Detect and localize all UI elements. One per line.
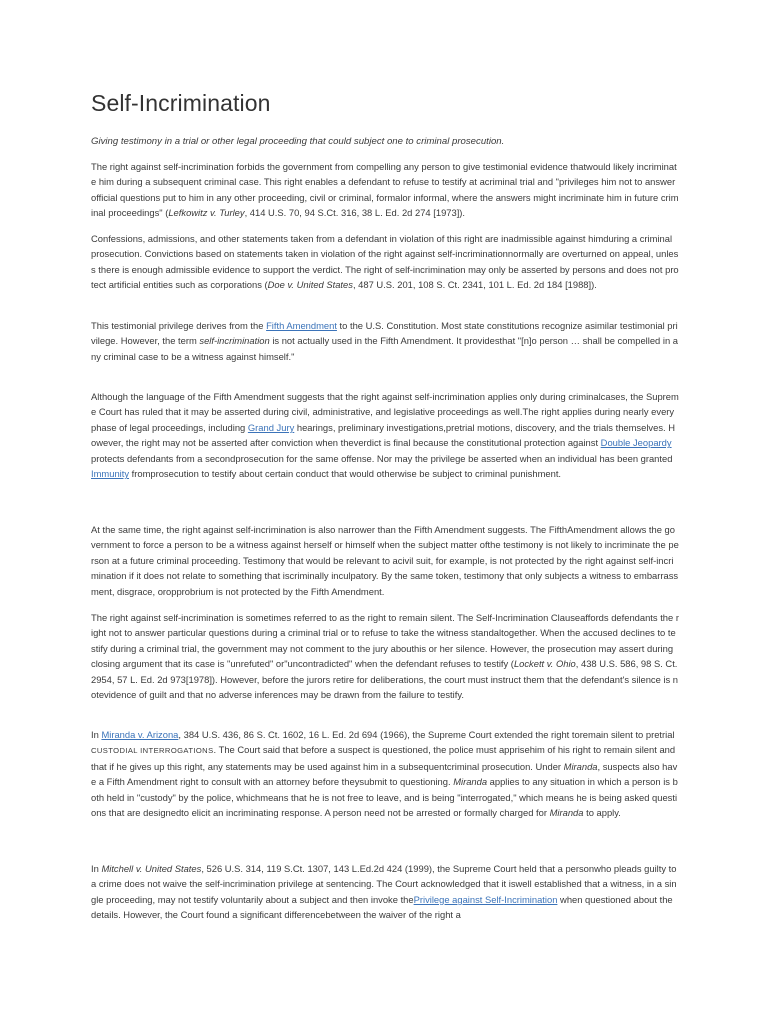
paragraph-text: to the U.S. Constitution. Most state constitutions recognize asimilar testimonial privilege. However, the term: [91, 320, 678, 347]
paragraph-3: [91, 318, 679, 364]
link-immunity[interactable]: Immunity: [91, 468, 130, 480]
link-privilege-against-self-incrimination[interactable]: Privilege against Self-Incrimination: [413, 893, 558, 905]
paragraph-text: hearings, preliminary investigations,pretrial motions, discovery, and the trials themselves. However, the right may not be asserted after conviction when theverdict is final because the constitutional protection against: [91, 421, 675, 449]
paragraph-text: At the same time, the right against self-incrimination is also narrower than the Fifth Amendment suggests. The FifthAmendment allows the government to force a person to be a witness against herself or himself when the subject matter ofthe testimony is not likely to incriminate the person at a future criminal proceeding. Testimony that would be relevant to acivil suit, for example, is not protected by the right against self-incrimination if it does not relate to something that iscriminally inculpatory. By the same token, testimony that only subjects a witness to embarrassment, disgrace, oropprobrium is not protected by the Fifth Amendment.: [91, 524, 679, 597]
term: self-incrimination: [199, 335, 270, 347]
paragraph-text: fromprosecution to testify about certain conduct that would otherwise be subject to criminal punishment.: [129, 468, 562, 480]
paragraph-4: [91, 389, 679, 481]
term: Miranda: [549, 807, 584, 819]
custodial-interrogations-term: CUSTODIAL INTERROGATIONS: [91, 746, 214, 756]
paragraph-8: [91, 861, 679, 923]
paragraph-text: In: [91, 863, 102, 874]
paragraph-5: [91, 522, 679, 599]
paragraph-7: [91, 727, 679, 820]
paragraph-text: , 384 U.S. 436, 86 S. Ct. 1602, 16 L. Ed. 2d 694 (1966), the Supreme Court extended the right toremain silent to pretrial: [178, 729, 675, 740]
term: Miranda: [563, 760, 598, 772]
link-grand-jury[interactable]: Grand Jury: [247, 421, 295, 433]
paragraph-text: The right against self-incrimination forbids the government from compelling any person to give testimonial evidence thatwould likely incriminate him during a subsequent criminal case. This right enables a defendant to refuse to testify at acriminal trial and "privileges him not to answer official questions put to him in any other proceeding, civil or criminal, formalor informal, where the answers might incriminate him in future criminal proceedings" (: [91, 161, 679, 219]
paragraph-1: [91, 159, 679, 221]
paragraph-text: , 487 U.S. 201, 108 S. Ct. 2341, 101 L. Ed. 2d 184 [1988]).: [352, 279, 597, 291]
paragraph-text: protects defendants from a secondprosecution for the same offense. Nor may the privilege be asserted when an individual has been granted: [91, 452, 673, 464]
paragraph-text: The right against self-incrimination is sometimes referred to as the right to remain silent. The Self-Incrimination Clauseaffords defendants the right not to answer particular questions during a criminal trial or to refuse to take the witness standaltogether. When the accused declines to testify during a criminal trial, the government may not comment to the jury abouthis or her silence. However, the prosecution may assert during closing argument that its case is "unrefuted" or"uncontradicted" when the defendant refuses to testify (: [91, 612, 679, 670]
page-title: Self-Incrimination: [91, 90, 271, 116]
paragraph-text: is not actually used in the Fifth Amendment. It providesthat "[n]o person … shall be compelled in any criminal case to be a witness against himself.": [91, 335, 678, 362]
paragraph-text: , 526 U.S. 314, 119 S.Ct. 1307, 143 L.Ed.2d 424 (1999), the Supreme Court held that a personwho pleads guilty to a crime does not waive the self-incrimination privilege at sentencing. The Court acknowledged that it iswell established that a witness, in a single proceeding, may not testify voluntarily about a subject and then invoke the: [91, 863, 677, 905]
case-citation: Lockett v. Ohio: [513, 658, 576, 670]
paragraph-text: This testimonial privilege derives from the: [91, 320, 267, 331]
paragraph-text: In: [91, 729, 102, 740]
case-citation: Mitchell v. United States: [101, 863, 202, 874]
paragraph-text: when questioned about the details. However, the Court found a significant differencebetween the waiver of the right a: [91, 893, 673, 921]
paragraph-6: [91, 610, 679, 702]
paragraph-text: applies to any situation in which a person is both held in "custody" by the police, whichmeans that he is not free to leave, and is being "interrogated," which means he is being asked questions that are designedto elicit an incriminating response. A person need not be arrested or formally charged for: [91, 776, 678, 819]
link-double-jeopardy[interactable]: Double Jeopardy: [600, 437, 672, 449]
paragraph-text: , 438 U.S. 586, 98 S. Ct. 2954, 57 L. Ed. 2d 973[1978]). However, before the jurors retire for deliberations, the court must instruct them that the defendant's silence is notevidence of guilt and that no adverse inferences may be drawn from the failure to testify.: [91, 658, 679, 701]
paragraph-text: Confessions, admissions, and other statements taken from a defendant in violation of this right are inadmissible against himduring a criminal prosecution. Convictions based on statements taken in violation of the right against self-incriminationnormally are overturned on appeal, unless there is enough admissible evidence to support the verdict. The right of self-incrimination may only be asserted by persons and does not protect artificial entities such as corporations (: [91, 233, 679, 291]
paragraph-2: [91, 231, 679, 293]
paragraph-text: to apply.: [583, 807, 621, 819]
paragraph-text: . The Court said that before a suspect is questioned, the police must apprisehim of his right to remain silent and that if he gives up this right, any statements may be used against him in a subsequentcriminal prosecution. Under: [91, 744, 676, 772]
case-citation: Doe v. United States: [267, 279, 353, 291]
paragraph-text: , suspects also have a Fifth Amendment right to consult with an attorney before theysubmit to questioning.: [91, 760, 678, 788]
paragraph-text: , 414 U.S. 70, 94 S.Ct. 316, 38 L. Ed. 2d 274 [1973]).: [244, 207, 466, 219]
term: Miranda: [453, 776, 488, 788]
link-miranda-v-arizona[interactable]: Miranda v. Arizona: [101, 729, 179, 740]
link-fifth-amendment[interactable]: Fifth Amendment: [266, 320, 337, 331]
subtitle-definition: Giving testimony in a trial or other legal proceeding that could subject one to criminal prosecution.: [91, 136, 505, 147]
paragraph-text: Although the language of the Fifth Amendment suggests that the right against self-incrimination applies only during criminalcases, the Supreme Court has ruled that it may be asserted during civil, administrative, and legislative proceedings as well.The right applies during nearly every phase of legal proceedings, including: [91, 391, 679, 433]
case-citation: Lefkowitz v. Turley: [168, 207, 245, 219]
